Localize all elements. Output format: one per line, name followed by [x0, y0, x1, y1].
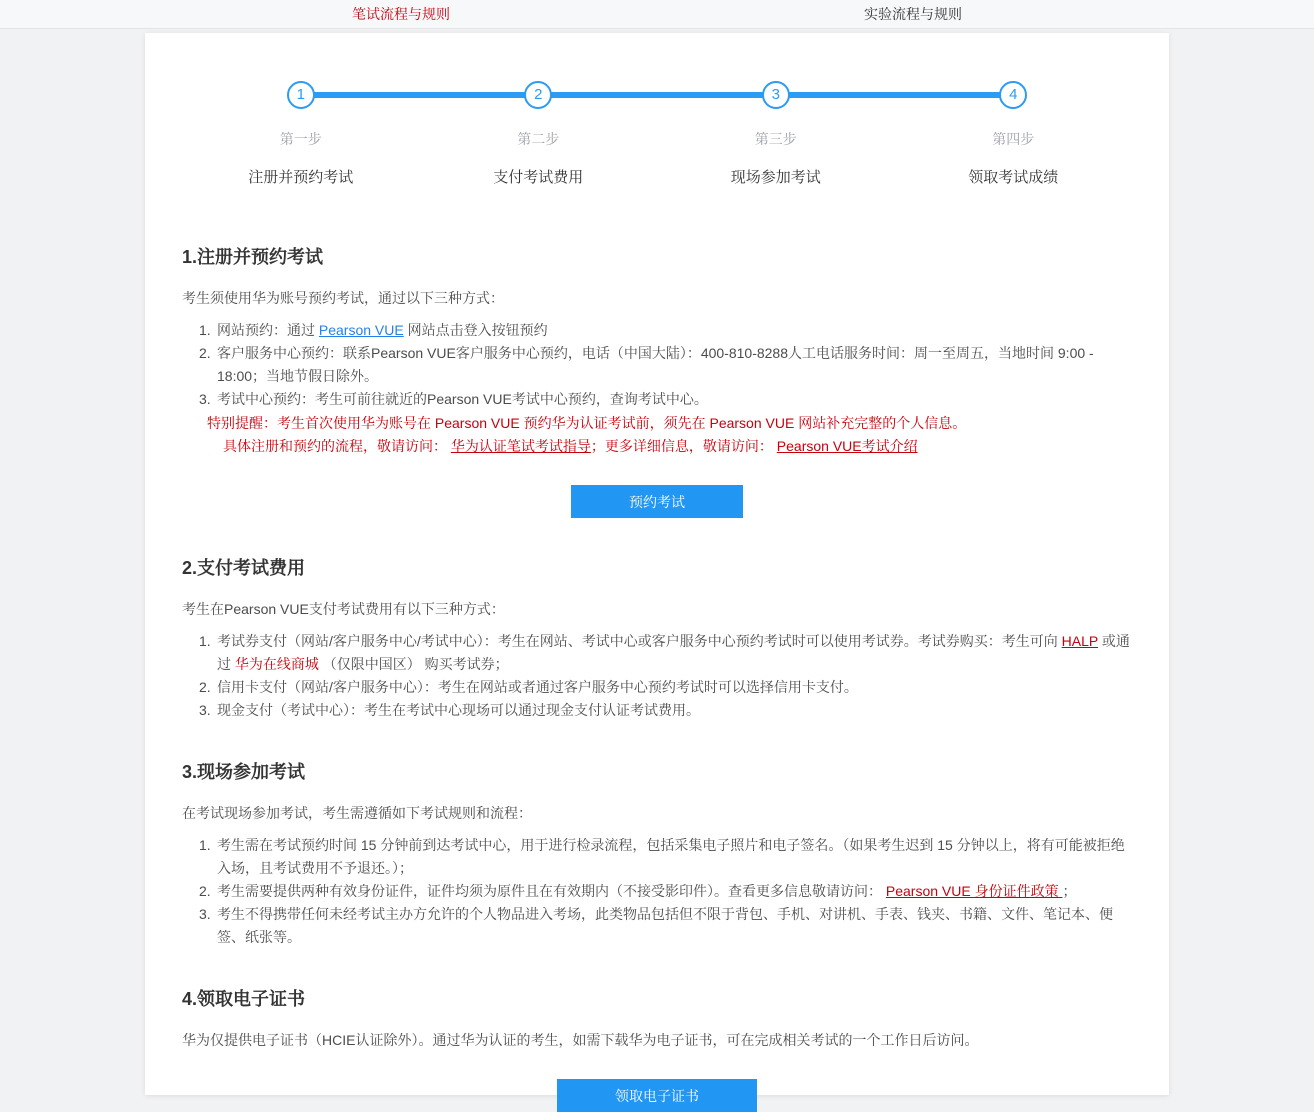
text-segment: 考生须使用华为账号预约考试，通过以下三种方式：: [182, 290, 504, 306]
text-segment: 特别提醒：考生首次使用华为账号在 Pearson VUE 预约华为认证考试前，须先在 Pearson VUE 网站补充完整的个人信息。: [207, 415, 967, 431]
list-item-text: [217, 699, 1132, 722]
section-list: [182, 319, 1132, 411]
list-item: [199, 903, 1132, 949]
list-item: [199, 676, 1132, 699]
inline-link[interactable]: HALP: [1061, 633, 1098, 649]
step-circle: 1: [287, 81, 315, 109]
list-item-text: [217, 630, 1132, 676]
text-segment: 考生需在考试预约时间 15 分钟前到达考试中心，用于进行检录流程，包括采集电子照片和电子签名。（如果考生迟到 15 分钟以上，将有可能被拒绝入场，且考试费用不予退还。）；: [217, 837, 1125, 876]
list-item-text: [217, 342, 1132, 388]
text-segment: 信用卡支付（网站/客户服务中心）：考生在网站或者通过客户服务中心预约考试时可以选择信用卡支付。: [217, 679, 858, 695]
section-list: [182, 630, 1132, 722]
list-item-text: [217, 834, 1132, 880]
list-item-text: [217, 319, 1132, 342]
step-circle: 2: [524, 81, 552, 109]
step-name-label: 注册并预约考试: [248, 169, 354, 186]
text-segment: 考生不得携带任何未经考试主办方允许的个人物品进入考场，此类物品包括但不限于背包、手机、对讲机、手表、钱夹、书籍、文件、笔记本、便签、纸张等。: [217, 906, 1113, 945]
text-segment: 或通过: [217, 633, 1130, 672]
stepper-step-2: [420, 81, 658, 187]
special-note: [182, 412, 1132, 458]
step-name-label: 支付考试费用: [493, 169, 584, 186]
step-sub-label: 第一步: [279, 131, 322, 147]
get-ecert-button[interactable]: 领取电子证书: [557, 1079, 757, 1112]
step-sub-label: 第四步: [992, 131, 1035, 147]
text-segment: 考试券支付（网站/客户服务中心/考试中心）：考生在网站、考试中心或客户服务中心预约考试时可以使用考试券。考试券购买：考生可向: [217, 633, 1062, 649]
tab-written-exam-rules[interactable]: 笔试流程与规则: [352, 6, 450, 22]
step-name-label: 领取考试成绩: [968, 169, 1059, 186]
inline-link[interactable]: 华为认证笔试考试指导: [450, 438, 591, 454]
section-intro: [182, 1029, 1132, 1052]
list-item: [199, 388, 1132, 411]
list-item-text: [217, 903, 1132, 949]
stepper: [182, 81, 1132, 187]
list-item-text: [217, 676, 1132, 699]
button-row: [182, 1079, 1132, 1112]
list-item: [199, 630, 1132, 676]
text-segment: ；: [1062, 883, 1077, 899]
stepper-step-3: [657, 81, 895, 187]
list-item: [199, 834, 1132, 880]
list-item: [199, 319, 1132, 342]
text-segment: 客户服务中心预约：联系Pearson VUE客户服务中心预约，电话（中国大陆）：400-810-8288人工电话服务时间：周一至周五，当地时间 9:00 - 18:00；当地节假日除外。: [217, 345, 1094, 384]
text-segment: 网站点击登入按钮预约: [403, 322, 548, 338]
list-item-number: 1.: [199, 837, 211, 853]
list-item-number: 1.: [199, 322, 211, 338]
inline-link[interactable]: Pearson VUE考试介绍: [776, 438, 918, 454]
step-circle: 3: [762, 81, 790, 109]
section-intro: [182, 287, 1132, 310]
inline-link[interactable]: Pearson VUE: [318, 322, 404, 338]
content-card: [145, 33, 1169, 1104]
section-intro: [182, 802, 1132, 825]
section-heading: 2.支付考试费用: [182, 558, 306, 578]
step-name-label: 现场参加考试: [730, 169, 821, 186]
sections: [182, 243, 1132, 1112]
list-item-number: 3.: [199, 906, 211, 922]
text-segment: 网站预约：通过: [217, 322, 319, 338]
section-heading: 3.现场参加考试: [182, 762, 306, 782]
stepper-columns: [182, 81, 1132, 187]
inline-link[interactable]: Pearson VUE 身份证件政策: [885, 883, 1063, 899]
list-item-text: [217, 388, 1132, 411]
list-item-number: 3.: [199, 702, 211, 718]
section-heading: 1.注册并预约考试: [182, 247, 324, 267]
book-exam-button[interactable]: 预约考试: [571, 485, 743, 518]
list-item: [199, 342, 1132, 388]
section-list: [182, 834, 1132, 949]
tab-bar-inner: [145, 0, 1169, 28]
list-item-number: 1.: [199, 633, 211, 649]
note-line: [223, 435, 1132, 458]
tab-lab-exam-rules[interactable]: 实验流程与规则: [864, 6, 962, 22]
section-intro: [182, 598, 1132, 621]
list-item-number: 2.: [199, 679, 211, 695]
list-item-number: 2.: [199, 883, 211, 899]
note-line: [207, 412, 1132, 435]
step-sub-label: 第二步: [517, 131, 560, 147]
text-segment: 考生在Pearson VUE支付考试费用有以下三种方式：: [182, 601, 505, 617]
text-segment: 考试中心预约：考生可前往就近的Pearson VUE考试中心预约，查询考试中心。: [217, 391, 708, 407]
list-item: [199, 880, 1132, 903]
step-circle: 4: [999, 81, 1027, 109]
list-item-number: 2.: [199, 345, 211, 361]
list-item: [199, 699, 1132, 722]
list-item-number: 3.: [199, 391, 211, 407]
text-segment: 现金支付（考试中心）：考生在考试中心现场可以通过现金支付认证考试费用。: [217, 702, 700, 718]
step-sub-label: 第三步: [754, 131, 797, 147]
text-segment: 在考试现场参加考试，考生需遵循如下考试规则和流程：: [182, 805, 532, 821]
list-item-text: [217, 880, 1132, 903]
text-segment: ；更多详细信息，敬请访问：: [590, 438, 777, 454]
inline-link[interactable]: 华为在线商城: [234, 656, 319, 672]
text-segment: 具体注册和预约的流程，敬请访问：: [223, 438, 451, 454]
tab-bar: [0, 0, 1314, 29]
text-segment: 华为仅提供电子证书（HCIE认证除外）。通过华为认证的考生，如需下载华为电子证书，可在完成相关考试的一个工作日后访问。: [182, 1032, 979, 1048]
button-row: [182, 485, 1132, 518]
stepper-step-4: [895, 81, 1133, 187]
text-segment: （仅限中国区） 购买考试券；: [318, 656, 509, 672]
section-heading: 4.领取电子证书: [182, 989, 306, 1009]
stepper-step-1: [182, 81, 420, 187]
text-segment: 考生需要提供两种有效身份证件，证件均须为原件且在有效期内（不接受影印件）。查看更多信息敬请访问：: [217, 883, 886, 899]
